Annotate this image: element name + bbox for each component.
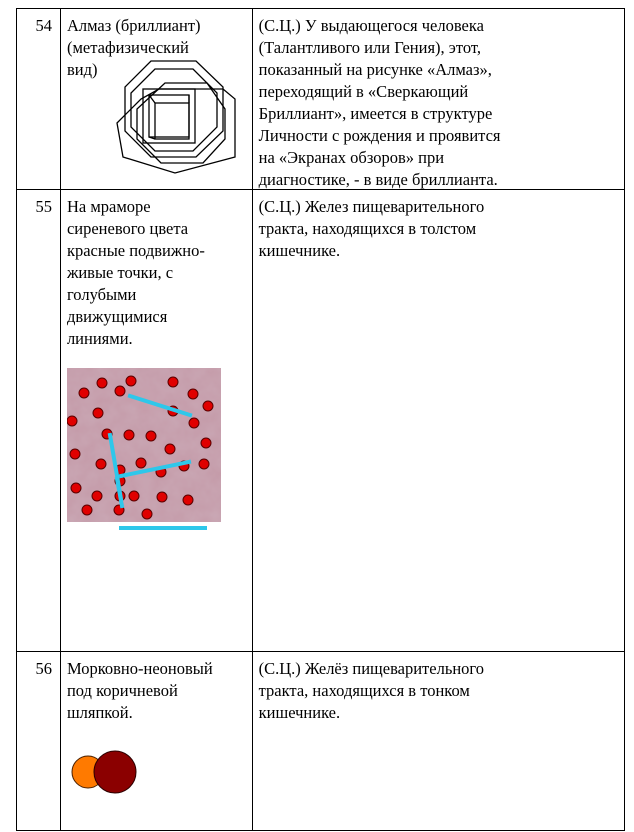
row-name: Алмаз (бриллиант) (метафизический вид)	[61, 9, 253, 189]
table-row	[16, 652, 625, 831]
diamond-octagon-icon	[111, 59, 239, 177]
row-number: 55	[17, 190, 61, 651]
row-description: (С.Ц.) У выдающегося человека (Талантливого или Гения), этот, показанный на рисунке «Алмаз», переходящий в «Сверкающий Бриллиант», имеется в структуре Личности с рождения и проявится на «Экранах обзоров» при диагностике, - в виде бриллианта.	[253, 9, 625, 189]
row-description: (С.Ц.) Желез пищеварительного тракта, находящихся в толстом кишечнике.	[253, 190, 625, 651]
row-name: Морковно-неоновый под коричневой шляпкой.	[61, 652, 253, 830]
row-number: 54	[17, 9, 61, 189]
marble-red-dots-icon	[67, 368, 221, 532]
row-number: 56	[17, 652, 61, 830]
row-name: На мраморе сиреневого цвета красные подвижно- живые точки, с голубыми движущимися линиями.	[61, 190, 253, 651]
table-row	[16, 190, 625, 652]
orange-brown-circles-icon	[70, 748, 140, 798]
row-description: (С.Ц.) Желёз пищеварительного тракта, находящихся в тонком кишечнике.	[253, 652, 625, 830]
table-row	[16, 9, 625, 190]
document-table	[16, 8, 625, 831]
